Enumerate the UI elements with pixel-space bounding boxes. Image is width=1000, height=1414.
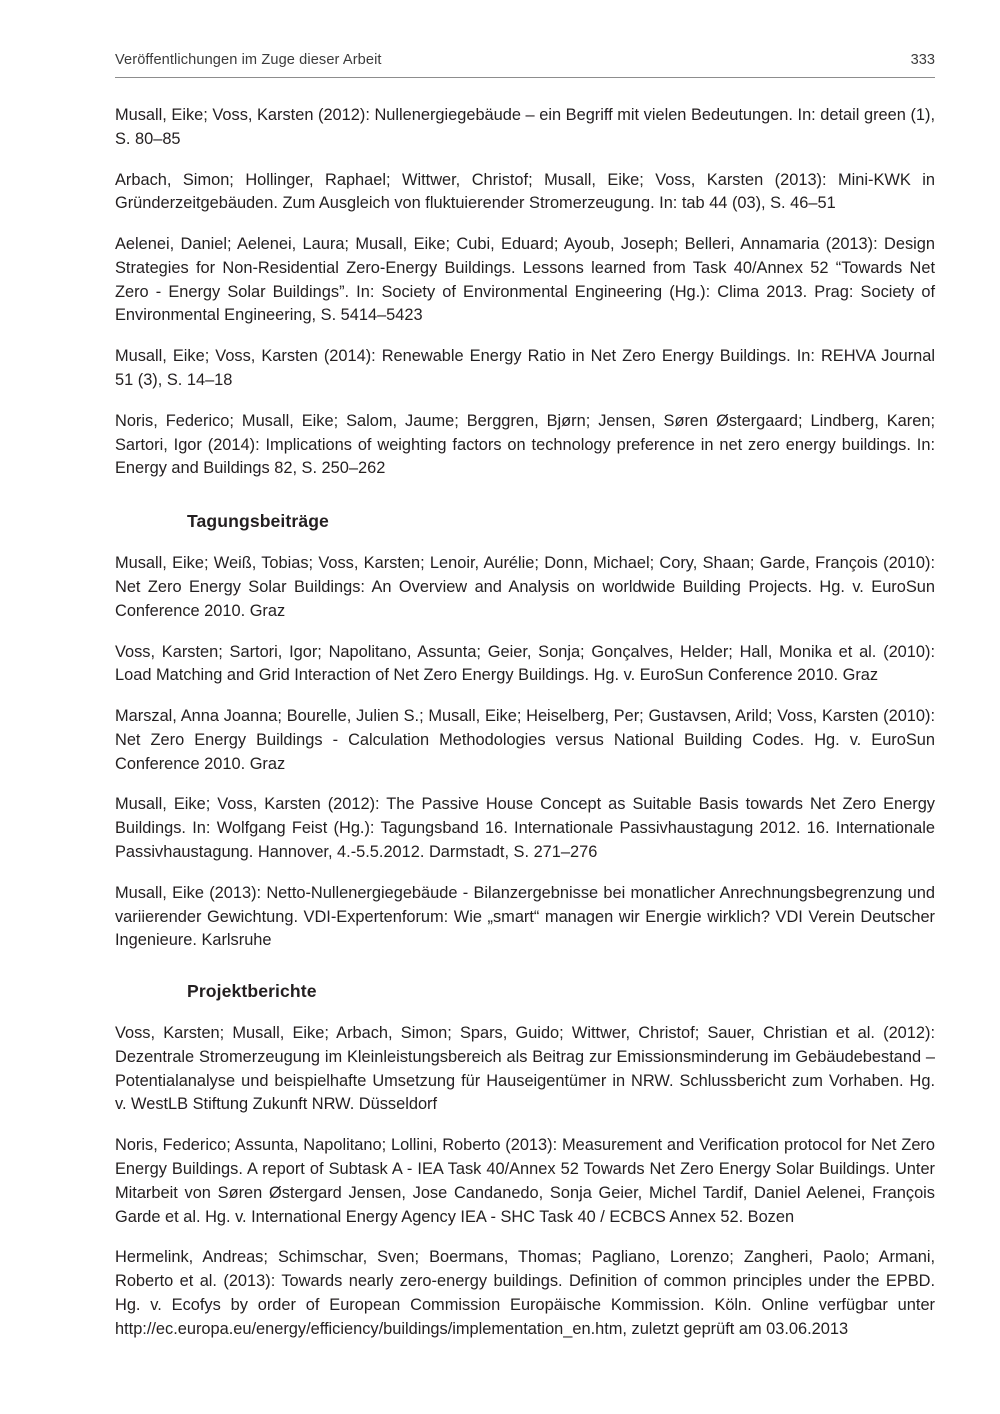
header-title: Veröffentlichungen im Zuge dieser Arbeit [115, 52, 382, 68]
page-content [115, 52, 935, 1358]
reference-entry: Noris, Federico; Assunta, Napolitano; Lollini, Roberto (2013): Measurement and Verification protocol for Net Zero Energy Buildings. A report of Subtask A - IEA Task 40/Annex 52 Towards Net Zero Energy Solar Buildings. Unter Mitarbeit von Søren Østergard Jensen, Jose Candanedo, Sonja Geier, Michel Tardif, Daniel Aelenei, François Garde et al. Hg. v. International Energy Agency IEA - SHC Task 40 / ECBCS Annex 52. Bozen [115, 1136, 935, 1226]
reference-entry: Musall, Eike; Voss, Karsten (2012): Nullenergiegebäude – ein Begriff mit vielen Bedeutungen. In: detail green (1), S. 80–85 [115, 106, 935, 148]
reference-entry: Aelenei, Daniel; Aelenei, Laura; Musall, Eike; Cubi, Eduard; Ayoub, Joseph; Belleri, Annamaria (2013): Design Strategies for Non-Residential Zero-Energy Buildings. Lessons learned from Task 40/Annex 52 “Towards Net Zero - Energy Solar Buildings”. In: Society of Environmental Engineering (Hg.): Clima 2013. Prag: Society of Environmental Engineering, S. 5414–5423 [115, 235, 935, 325]
reference-entry: Marszal, Anna Joanna; Bourelle, Julien S.; Musall, Eike; Heiselberg, Per; Gustavsen, Arild; Voss, Karsten (2010): Net Zero Energy Buildings - Calculation Methodologies versus National Building Codes. Hg. v. EuroSun Conference 2010. Graz [115, 707, 935, 773]
reference-list [115, 104, 935, 1341]
reference-entry: Noris, Federico; Musall, Eike; Salom, Jaume; Berggren, Bjørn; Jensen, Søren Østergaard; Lindberg, Karen; Sartori, Igor (2014): Implications of weighting factors on technology preference in net zero energy buildings. In: Energy and Buildings 82, S. 250–262 [115, 411, 935, 478]
reference-entry: Arbach, Simon; Hollinger, Raphael; Wittwer, Christof; Musall, Eike; Voss, Karsten (2013): Mini-KWK in Gründerzeitgebäuden. Zum Ausgleich von fluktuierender Stromerzeugung. In: tab 44 (03), S. 46–51 [115, 170, 935, 213]
page-number: 333 [910, 52, 935, 68]
reference-entry: Hermelink, Andreas; Schimschar, Sven; Boermans, Thomas; Pagliano, Lorenzo; Zangheri, Paolo; Armani, Roberto et al. (2013): Towards nearly zero-energy buildings. Definition of common principles under the EPBD. Hg. v. Ecofys by order of European Commission Europäische Kommission. Köln. Online verfügbar unter http://ec.europa.eu/energy/efficiency/buildings/implementation_en.htm, zuletzt geprüft am 03.06.2013 [115, 1248, 935, 1338]
section-heading-projektberichte: Projektberichte [187, 981, 317, 1002]
reference-entry: Voss, Karsten; Sartori, Igor; Napolitano, Assunta; Geier, Sonja; Gonçalves, Helder; Hall, Monika et al. (2010): Load Matching and Grid Interaction of Net Zero Energy Buildings. Hg. v. EuroSun Conference 2010. Graz [115, 642, 935, 685]
section-heading-tagungsbeitraege: Tagungsbeiträge [187, 511, 329, 532]
reference-entry: Voss, Karsten; Musall, Eike; Arbach, Simon; Spars, Guido; Wittwer, Christof; Sauer, Christian et al. (2012): Dezentrale Stromerzeugung im Kleinleistungsbereich als Beitrag zur Emissionsminderung im Gebäudebestand – Potentialanalyse und beispielhafte Umsetzung für Hauseigentümer in NRW. Schlussbericht zum Vorhaben. Hg. v. WestLB Stiftung Zukunft NRW. Düsseldorf [115, 1024, 935, 1114]
reference-entry: Musall, Eike; Voss, Karsten (2012): The Passive House Concept as Suitable Basis towards Net Zero Energy Buildings. In: Wolfgang Feist (Hg.): Tagungsband 16. Internationale Passivhaustagung 2012. 16. Internationale Passivhaustagung. Hannover, 4.-5.5.2012. Darmstadt, S. 271–276 [115, 795, 935, 861]
reference-entry: Musall, Eike; Weiß, Tobias; Voss, Karsten; Lenoir, Aurélie; Donn, Michael; Cory, Shaan; Garde, François (2010): Net Zero Energy Solar Buildings: An Overview and Analysis on worldwide Building Projects. Hg. v. EuroSun Conference 2010. Graz [115, 554, 935, 620]
reference-entry: Musall, Eike (2013): Netto-Nullenergiegebäude - Bilanzergebnisse bei monatlicher Anrechnungsbegrenzung und variierender Gewichtung. VDI-Expertenforum: Wie „smart“ managen wir Energie wirklich? VDI Verein Deutscher Ingenieure. Karlsruhe [115, 883, 935, 950]
reference-entry: Musall, Eike; Voss, Karsten (2014): Renewable Energy Ratio in Net Zero Energy Buildings. In: REHVA Journal 51 (3), S. 14–18 [115, 347, 935, 390]
page-header [115, 52, 935, 78]
